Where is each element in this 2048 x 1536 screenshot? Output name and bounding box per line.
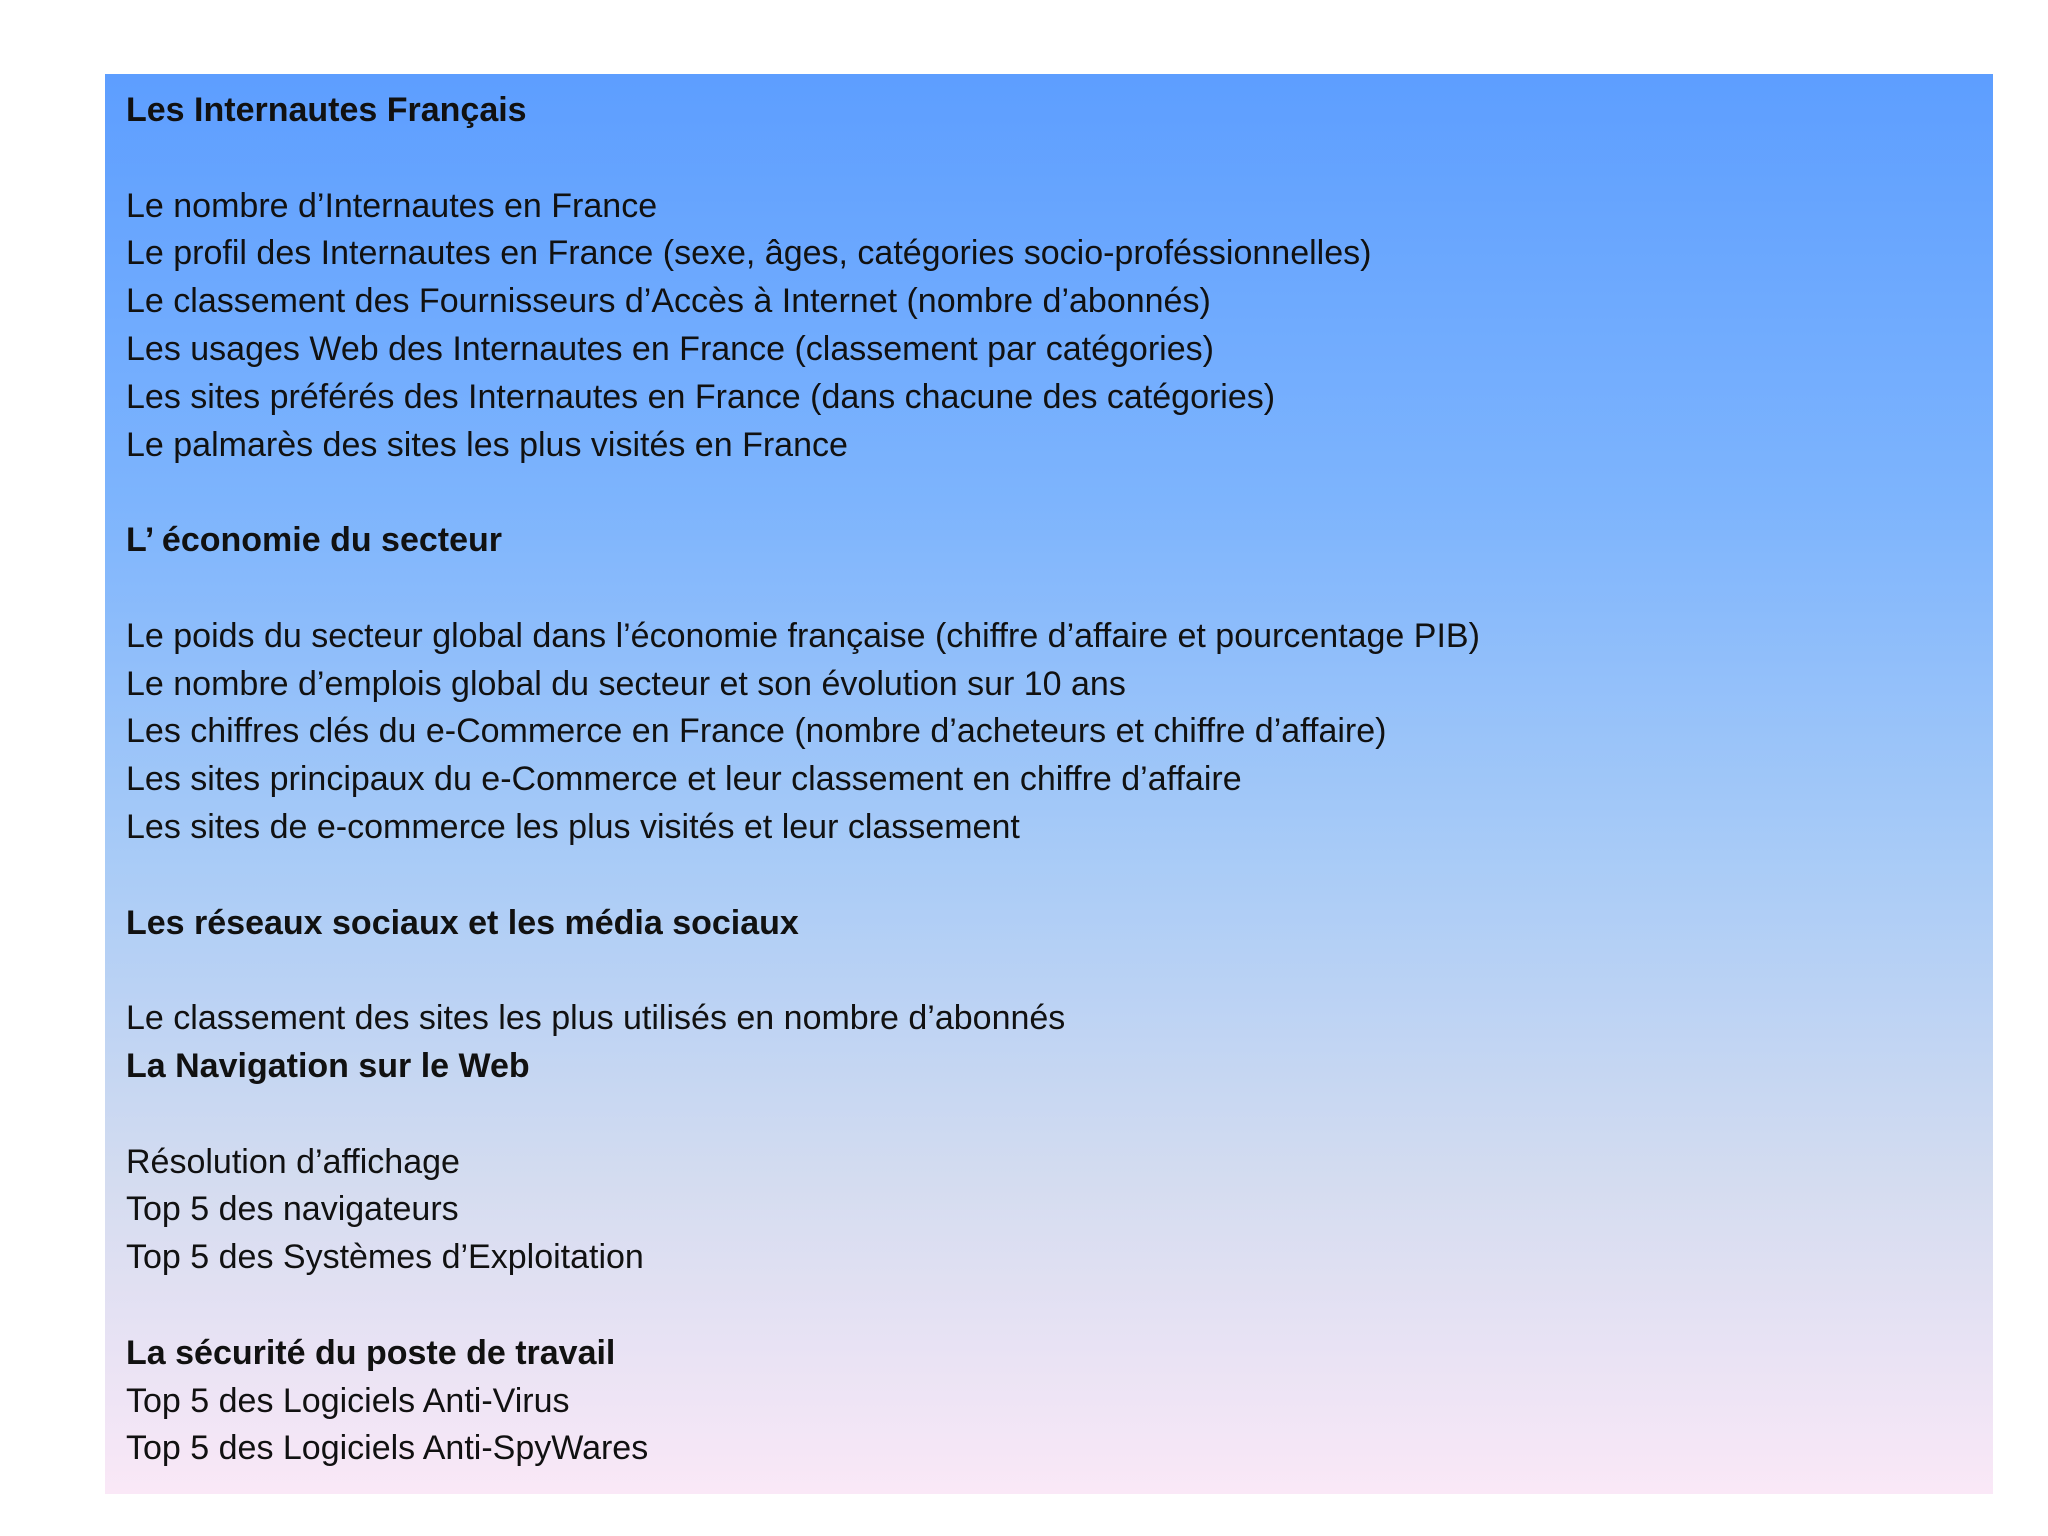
section-heading-reseaux-sociaux: Les réseaux sociaux et les média sociaux bbox=[126, 903, 799, 942]
list-item: Les chiffres clés du e-Commerce en France (nombre d’acheteurs et chiffre d’affaire) bbox=[126, 712, 1387, 751]
list-item: Top 5 des Logiciels Anti-SpyWares bbox=[126, 1429, 649, 1468]
list-item: Les sites préférés des Internautes en France (dans chacune des catégories) bbox=[126, 377, 1276, 416]
spacer bbox=[126, 947, 1993, 995]
section-heading-securite: La sécurité du poste de travail bbox=[126, 1333, 616, 1372]
list-item: Top 5 des navigateurs bbox=[126, 1190, 459, 1229]
list-item: Le profil des Internautes en France (sexe, âges, catégories socio-proféssionnelles) bbox=[126, 234, 1372, 273]
list-item: Les usages Web des Internautes en France (classement par catégories) bbox=[126, 329, 1214, 368]
list-item: Le classement des Fournisseurs d’Accès à Internet (nombre d’abonnés) bbox=[126, 282, 1211, 321]
section-heading-navigation: La Navigation sur le Web bbox=[126, 1046, 530, 1085]
list-item: Le classement des sites les plus utilisés en nombre d’abonnés bbox=[126, 999, 1066, 1038]
list-item: Les sites de e-commerce les plus visités et leur classement bbox=[126, 807, 1020, 846]
list-item: Le palmarès des sites les plus visités en France bbox=[126, 425, 848, 464]
section-heading-internautes: Les Internautes Français bbox=[126, 91, 527, 129]
spacer bbox=[126, 565, 1993, 613]
list-item: Les sites principaux du e-Commerce et leur classement en chiffre d’affaire bbox=[126, 760, 1242, 799]
spacer bbox=[126, 852, 1993, 900]
list-item: Résolution d’affichage bbox=[126, 1142, 460, 1181]
content-panel bbox=[105, 74, 1993, 1494]
list-item: Top 5 des Logiciels Anti-Virus bbox=[126, 1381, 570, 1420]
section-heading-economie: L’ économie du secteur bbox=[126, 521, 503, 560]
list-item: Le poids du secteur global dans l’économie française (chiffre d’affaire et pourcentage PIB) bbox=[126, 616, 1480, 655]
spacer bbox=[126, 135, 1993, 183]
list-item: Le nombre d’emplois global du secteur et son évolution sur 10 ans bbox=[126, 664, 1126, 703]
spacer bbox=[126, 469, 1993, 517]
spacer bbox=[126, 1282, 1993, 1330]
spacer bbox=[126, 1091, 1993, 1139]
list-item: Le nombre d’Internautes en France bbox=[126, 186, 658, 225]
list-item: Top 5 des Systèmes d’Exploitation bbox=[126, 1238, 644, 1277]
